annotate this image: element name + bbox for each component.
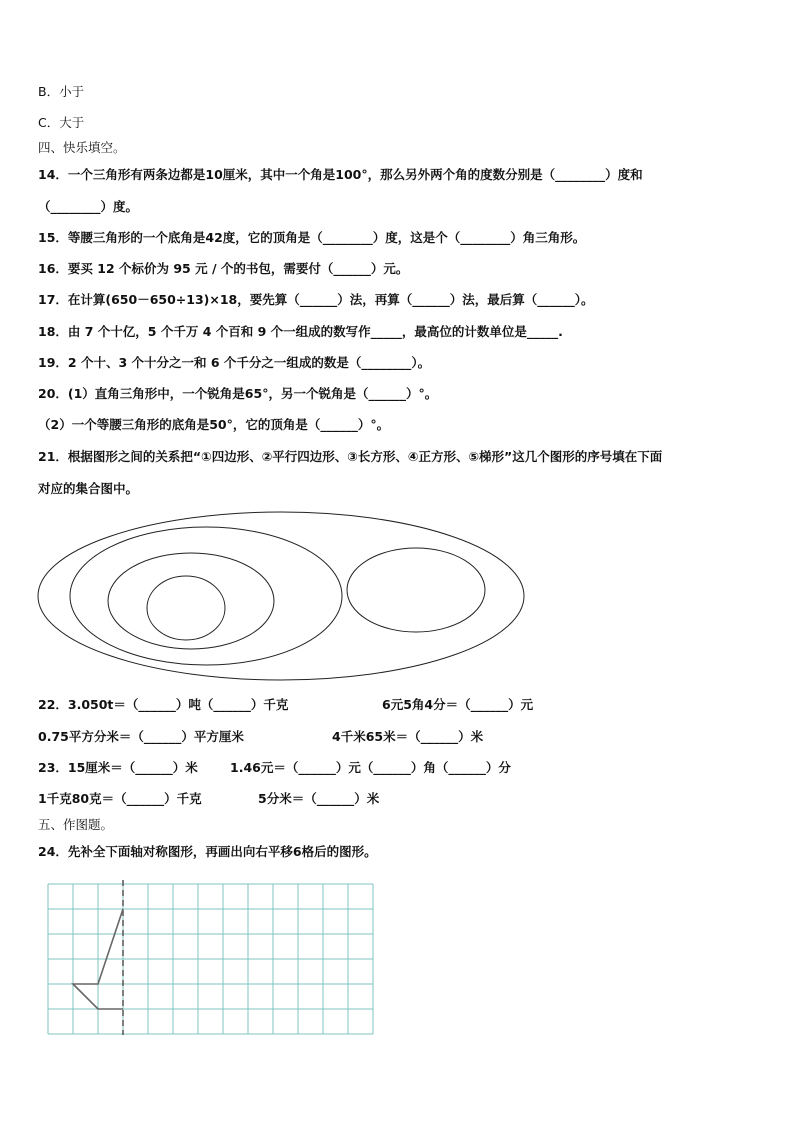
set-ellipse-5 [347,548,485,632]
question-24: 24．先补全下面轴对称图形，再画出向右平移6格后的图形。 [38,844,377,859]
grid-lines [48,884,373,1034]
venn-diagram [36,510,528,682]
question-22-part-c: 0.75平方分米＝（______）平方厘米 [38,729,244,744]
question-20-part-1: 20．(1）直角三角形中，一个锐角是65°，另一个锐角是（______）°。 [38,386,438,401]
option-b: B．小于 [38,84,85,99]
question-23-part-d: 5分米＝（______）米 [258,791,380,806]
question-14-line-2: （________）度。 [38,199,139,214]
drawing-grid [44,879,378,1037]
question-23-part-b: 1.46元＝（______）元（______）角（______）分 [230,760,511,775]
section-5-title: 五、作图题。 [38,817,114,832]
outer-set-ellipse [38,512,524,680]
set-ellipse-4 [147,576,225,640]
question-19: 19．2 个十、3 个十分之一和 6 个千分之一组成的数是（________）。 [38,355,431,370]
question-18: 18．由 7 个十亿，5 个千万 4 个百和 9 个一组成的数写作_____，最高位的计数单位是_____. [38,324,563,339]
question-15: 15．等腰三角形的一个底角是42度，它的顶角是（________）度，这是个（________）角三角形。 [38,230,586,245]
question-21-line-1: 21．根据图形之间的关系把“①四边形、②平行四边形、③长方形、④正方形、⑤梯形”这几个图形的序号填在下面 [38,449,663,464]
question-16: 16．要买 12 个标价为 95 元 / 个的书包，需要付（______）元。 [38,261,409,276]
question-22-part-b: 6元5角4分＝（______）元 [382,697,534,712]
question-23-part-c: 1千克80克＝（______）千克 [38,791,202,806]
question-21-line-2: 对应的集合图中。 [38,481,139,496]
question-17: 17．在计算(650－650÷13)×18，要先算（______）法，再算（______）法，最后算（______）。 [38,292,594,307]
set-ellipse-2 [70,527,342,665]
question-23-part-a: 23．15厘米＝（______）米 [38,760,198,775]
option-c: C．大于 [38,115,85,130]
section-4-title: 四、快乐填空。 [38,140,126,155]
question-20-part-2: （2）一个等腰三角形的底角是50°，它的顶角是（______）°。 [38,417,390,432]
question-14-line-1: 14．一个三角形有两条边都是10厘米，其中一个角是100°，那么另外两个角的度数分别是（________）度和 [38,167,643,182]
question-22-part-d: 4千米65米＝（______）米 [332,729,484,744]
question-22-part-a: 22．3.050t＝（______）吨（______）千克 [38,697,289,712]
set-ellipse-3 [108,553,274,649]
